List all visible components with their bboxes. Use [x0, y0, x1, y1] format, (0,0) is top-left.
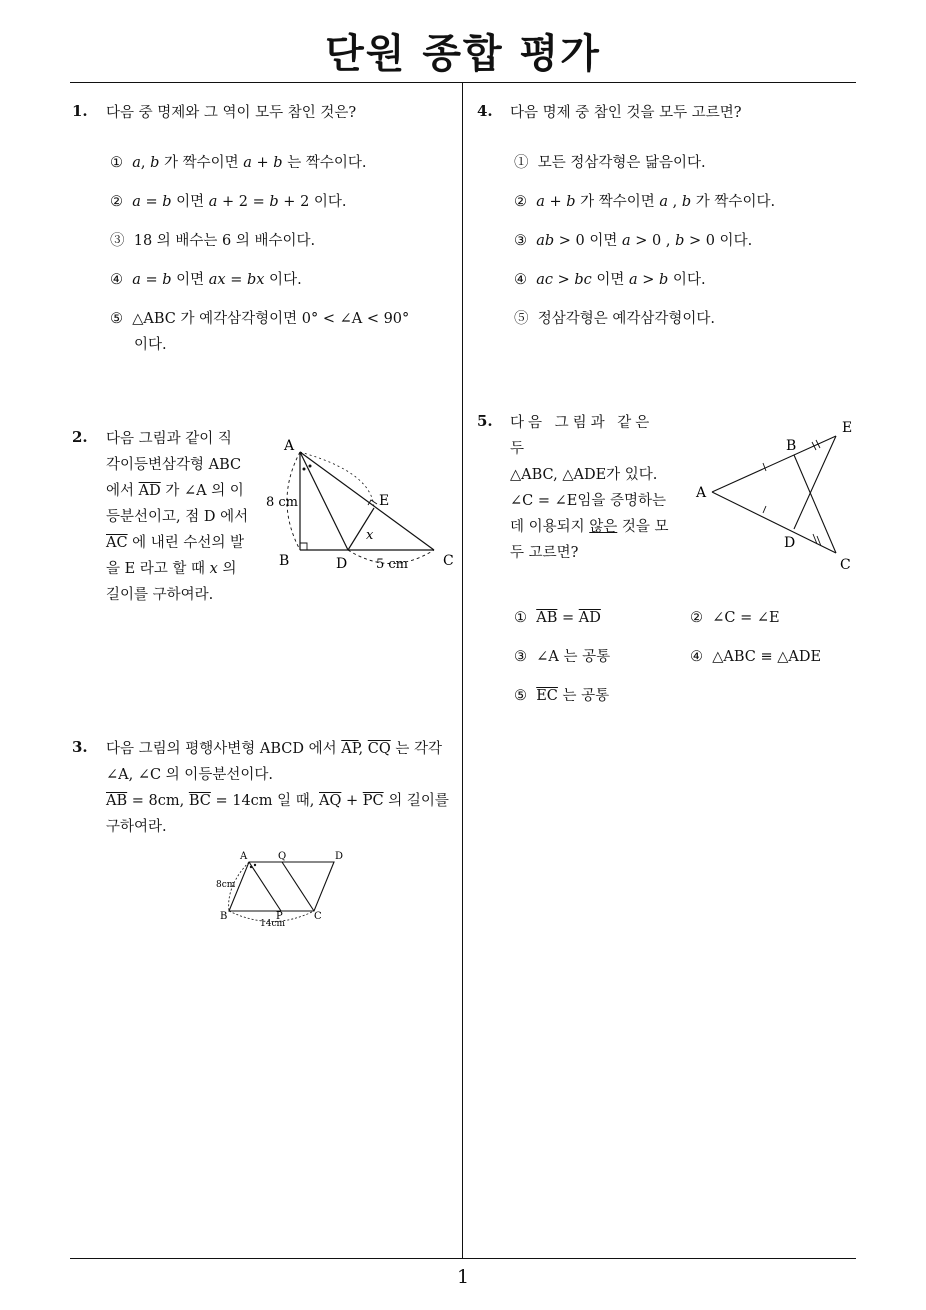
- q3-label-8cm: 8cm: [216, 880, 236, 890]
- q5-number: 5.: [477, 412, 493, 430]
- q3-parallelogram: [229, 862, 334, 911]
- q4-option-1[interactable]: ① 모든 정삼각형은 닮음이다.: [514, 155, 706, 171]
- q4-option-5[interactable]: ⑤ 정삼각형은 예각삼각형이다.: [514, 311, 716, 327]
- q3-number: 3.: [72, 738, 88, 756]
- q1-option-2[interactable]: ② a = b 이면 a + 2 = b + 2 이다.: [110, 194, 347, 210]
- column-divider: [462, 82, 463, 1258]
- q3-label-a: A: [240, 851, 248, 862]
- q2-figure: [262, 432, 462, 577]
- q3-angle-mark-2: [254, 864, 256, 866]
- q2-label-a: A: [284, 438, 295, 454]
- q3-bisector-ap: [249, 862, 281, 911]
- q5-option-3[interactable]: ③ ∠A 는 공통: [514, 649, 611, 665]
- q1-option-5[interactable]: ⑤ △ABC 가 예각삼각형이면 0° < ∠A < 90° 이다.: [110, 311, 410, 353]
- q5-label-d: D: [784, 535, 796, 551]
- q3-label-d: D: [335, 851, 344, 862]
- q5-side-ae: [712, 436, 836, 492]
- q5-label-b: B: [786, 438, 797, 454]
- q4-number: 4.: [477, 102, 493, 120]
- bottom-rule: [70, 1258, 856, 1259]
- q2-label-e: E: [379, 493, 390, 509]
- q2-label-8cm: 8 cm: [266, 495, 299, 510]
- q4-option-4[interactable]: ④ ac > bc 이면 a > b 이다.: [514, 272, 706, 288]
- q3-angle-mark-1: [250, 866, 252, 868]
- q5-label-a: A: [696, 485, 707, 501]
- q4-option-3[interactable]: ③ ab > 0 이면 a > 0 , b > 0 이다.: [514, 233, 753, 249]
- q1-option-3[interactable]: ③ 18 의 배수는 6 의 배수이다.: [110, 233, 316, 249]
- q5-tick-ad: [763, 506, 766, 513]
- q5-option-4[interactable]: ④ △ABC ≡ △ADE: [690, 649, 822, 665]
- q5-side-de: [794, 436, 836, 529]
- q2-angle-mark-2: [309, 465, 312, 468]
- q2-label-d: D: [336, 556, 348, 572]
- q3-label-q: Q: [278, 851, 287, 862]
- q5-stem: 다음 그림과 같은 두 △ABC, △ADE가 있다. ∠C = ∠E임을 증명하는 데 이용되지 않은 것을 모 두 고르면?: [510, 415, 669, 561]
- q2-label-5cm: 5 cm: [376, 557, 409, 572]
- q1-stem: 다음 중 명제와 그 역이 모두 참인 것은?: [106, 105, 357, 121]
- q2-angle-mark-1: [303, 468, 306, 471]
- page-number: 1: [456, 1266, 470, 1288]
- q1-number: 1.: [72, 102, 88, 120]
- q3-figure: [212, 846, 362, 936]
- q3-bisector-cq: [282, 862, 314, 911]
- q2-number: 2.: [72, 428, 88, 446]
- q5-option-5[interactable]: ⑤ $\overline{EC}$ 는 공통: [514, 688, 610, 704]
- q3-label-p: P: [276, 911, 283, 922]
- q2-label-x: x: [366, 528, 374, 543]
- q5-tick-ab: [763, 463, 766, 471]
- q3-label-14cm: 14cm: [260, 919, 286, 929]
- q5-option-2[interactable]: ② ∠C = ∠E: [690, 610, 780, 626]
- q3-label-c: C: [314, 911, 322, 922]
- q3-label-b: B: [220, 911, 228, 922]
- page-title: 단원 종합 평가: [325, 31, 601, 77]
- q5-figure: [690, 416, 870, 581]
- q1-option-1[interactable]: ① a, b 가 짝수이면 a + b 는 짝수이다.: [110, 155, 367, 171]
- q5-side-ac: [712, 492, 836, 553]
- top-rule: [70, 82, 856, 83]
- q2-label-b: B: [279, 553, 290, 569]
- q5-option-1[interactable]: ① $\overline{AB} = \overline{AD}$: [514, 610, 601, 626]
- q5-label-c: C: [840, 557, 851, 573]
- q3-stem: 다음 그림의 평행사변형 ABCD 에서 $\overline{AP}$, $\overline{CQ}$ 는 각각 ∠A, ∠C 의 이등분선이다. $\overline{AB} = 8cm$, $\overline{BC} = 14cm$ 일 때, $\overline{AQ} + \overline{PC}$ 의 길이를 구하여라.: [106, 741, 449, 835]
- q4-stem: 다음 명제 중 참인 것을 모두 고르면?: [510, 105, 742, 121]
- q2-right-angle-b: [300, 543, 307, 550]
- q4-option-2[interactable]: ② a + b 가 짝수이면 a , b 가 짝수이다.: [514, 194, 776, 210]
- q5-label-e: E: [842, 420, 853, 436]
- q1-option-4[interactable]: ④ a = b 이면 ax = bx 이다.: [110, 272, 302, 288]
- q2-label-c: C: [443, 553, 454, 569]
- q2-stem: 다음 그림과 같이 직 각이등변삼각형 ABC 에서 $\overline{AD}$ 가 ∠A 의 이 등분선이고, 점 D 에서 $\overline{AC}$ 에 내린 수선의 발 을 E 라고 할 때 x 의 길이를 구하여라.: [106, 431, 249, 603]
- q2-bisector-ad: [300, 452, 348, 550]
